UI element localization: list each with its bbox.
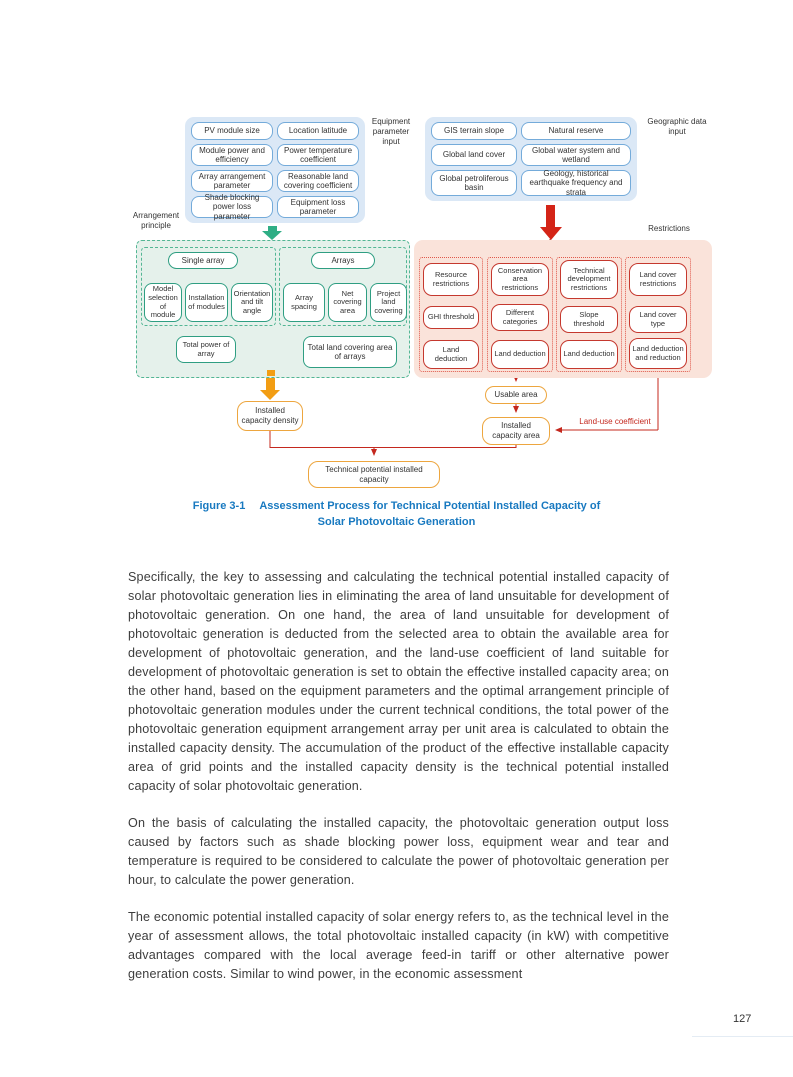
body-text — [128, 568, 669, 1002]
restriction-box: Resource restrictions — [423, 263, 479, 296]
land-use-coefficient-label: Land-use coefficient — [579, 417, 651, 426]
red-arrow-stem — [546, 205, 555, 228]
paragraph: Specifically, the key to assessing and calculating the technical potential installed capacity of solar photovoltaic generation lies in eliminating the area of land unsuitable for development of photovoltaic generation. On one hand, the area of land unsuitable for development of photovoltaic generation is deducted from the selected area to obtain the available area for development of photovoltaic generation, and the land-use coefficient of land suitable for development of photovoltaic generation is set to obtain the effective installed capacity area; on the other hand, based on the equipment parameters and the optimal arrangement principle of photovoltaic generation modules under the current technical conditions, the total power of the photovoltaic generation equipment arrangement array per unit area is calculated to obtain the installed capacity density. The accumulation of the product of the effective installable capacity area of grid points and the installed capacity density is the technical potential installed capacity of solar photovoltaic generation. — [128, 570, 669, 793]
arrays-title: Arrays — [311, 252, 375, 269]
restriction-box: Land cover type — [629, 306, 687, 333]
equipment-parameter-group — [185, 117, 365, 223]
paragraph: The economic potential installed capacity of solar energy refers to, as the technical level in the year of assessment allows, the total photovoltaic installed capacity (in kW) with competitive advantages compared with the local average feed-in tariff or other alternative power generation costs. Similar to wind power, in the economic assessment — [128, 910, 669, 981]
equipment-box: Location latitude — [277, 122, 359, 140]
restriction-box: Conservation area restrictions — [491, 263, 549, 296]
figure-caption-line1 — [0, 498, 793, 514]
figure-title-part1: Assessment Process for Technical Potential Installed Capacity of — [259, 500, 601, 512]
arrays-child: Array spacing — [283, 283, 325, 322]
usable-area-box: Usable area — [485, 386, 547, 404]
equipment-box: Module power and efficiency — [191, 144, 273, 166]
geographic-box: Global land cover — [431, 144, 517, 166]
total-power-box: Total power of array — [176, 336, 236, 363]
orange-down-arrow-icon — [260, 390, 280, 400]
restriction-box: Land deduction — [560, 340, 618, 369]
restriction-box: Slope threshold — [560, 306, 618, 333]
equipment-box: Reasonable land covering coefficient — [277, 170, 359, 192]
geographic-box: Global petroliferous basin — [431, 170, 517, 196]
geographic-box: Global water system and wetland — [521, 144, 631, 166]
total-land-covering-box: Total land covering area of arrays — [303, 336, 397, 368]
equipment-box: Shade blocking power loss parameter — [191, 196, 273, 218]
technical-potential-box: Technical potential installed capacity — [308, 461, 440, 488]
equipment-box: Equipment loss parameter — [277, 196, 359, 218]
figure-caption — [0, 498, 793, 530]
single-array-child: Model selection of module — [144, 283, 182, 322]
equipment-box: Array arrangement parameter — [191, 170, 273, 192]
geographic-data-group — [425, 117, 637, 201]
figure-number: Figure 3-1 — [192, 500, 246, 512]
green-down-arrow-icon — [262, 231, 282, 240]
equipment-box: Power temperature coefficient — [277, 144, 359, 166]
orange-arrow-node — [267, 370, 275, 376]
restriction-box: Land deduction — [491, 340, 549, 369]
geographic-box: Geology, historical earthquake frequency and strata — [521, 170, 631, 196]
single-array-title: Single array — [168, 252, 238, 269]
installed-capacity-density-box: Installed capacity density — [237, 401, 303, 431]
single-array-child: Orientation and tilt angle — [231, 283, 273, 322]
geographic-box: GIS terrain slope — [431, 122, 517, 140]
equipment-box: PV module size — [191, 122, 273, 140]
single-array-child: Installation of modules — [185, 283, 228, 322]
red-down-arrow-icon — [540, 227, 562, 240]
restriction-box: Land cover restrictions — [629, 263, 687, 296]
restriction-box: GHI threshold — [423, 306, 479, 329]
geographic-box: Natural reserve — [521, 122, 631, 140]
arrays-child: Net covering area — [328, 283, 367, 322]
figure-title-part2: Solar Photovoltaic Generation — [317, 516, 476, 528]
restriction-box: Land deduction and reduction — [629, 338, 687, 369]
paragraph: On the basis of calculating the installed capacity, the photovoltaic generation output loss caused by factors such as shade blocking power loss, equipment wear and tear and temperature is required to be considered to calculate the power of photovoltaic generation per hour, to calculate the power generation. — [128, 816, 669, 887]
equipment-group-label: Equipment parameter input — [371, 117, 411, 146]
restriction-box: Technical development restrictions — [560, 260, 618, 299]
restrictions-label: Restrictions — [648, 224, 690, 233]
arrangement-principle-label: Arrangement principle — [132, 211, 180, 230]
geographic-group-label: Geographic data input — [647, 117, 707, 136]
installed-capacity-area-box: Installed capacity area — [482, 417, 550, 445]
page-footer-rule — [692, 1036, 793, 1037]
restriction-box: Land deduction — [423, 340, 479, 369]
page-number: 127 — [733, 1013, 752, 1025]
arrays-child: Project land covering — [370, 283, 407, 322]
restriction-box: Different categories — [491, 304, 549, 331]
